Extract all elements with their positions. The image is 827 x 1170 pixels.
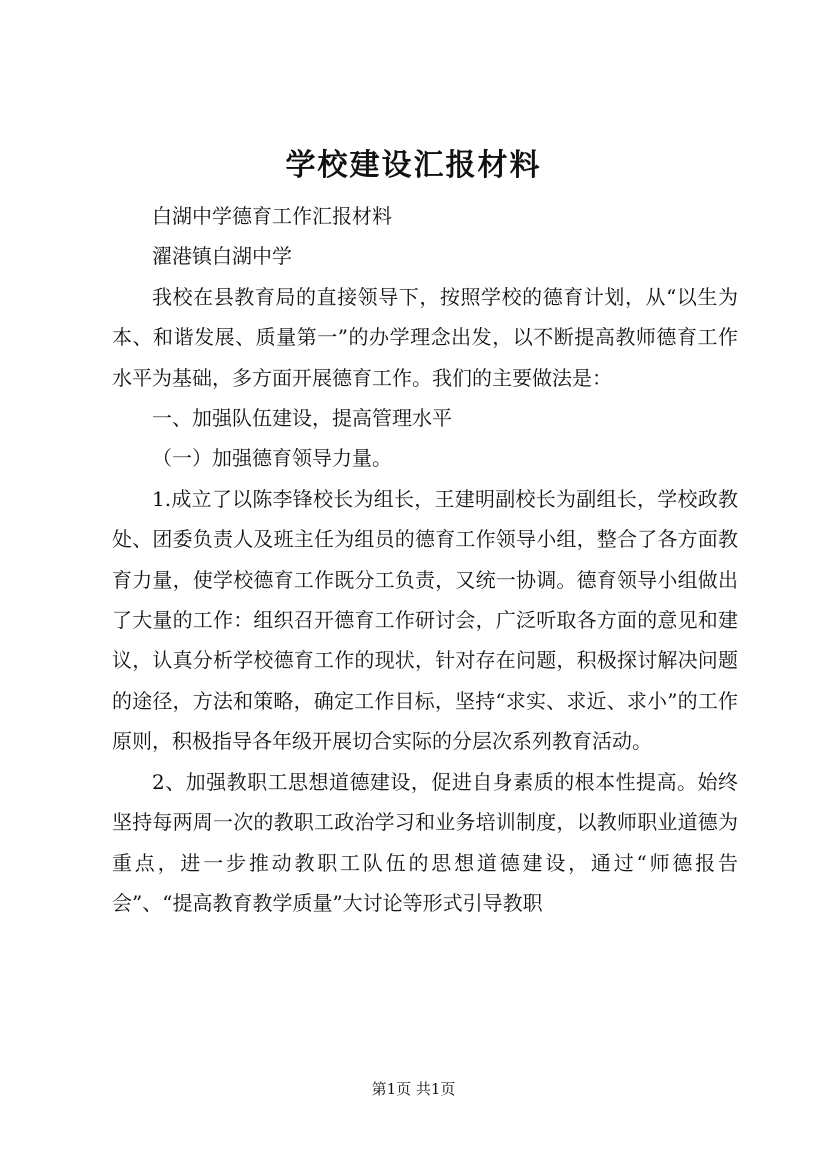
- author-line: 濯港镇白湖中学: [152, 244, 292, 269]
- document-body: [112, 196, 738, 923]
- body-paragraph: 我校在县教育局的直接领导下，按照学校的德育计划，从“以生为本、和谐发展、质量第一”的办学理念出发，以不断提高教师德育工作水平为基础，多方面开展德育工作。我们的主要做法是：: [112, 284, 738, 390]
- page-footer: 第1页 共1页: [371, 1080, 456, 1098]
- body-paragraph: 1.成立了以陈李锋校长为组长，王建明副校长为副组长，学校政教处、团委负责人及班主任为组员的德育工作领导小组，整合了各方面教育力量，使学校德育工作既分工负责，又统一协调。德育领导小组做出了大量的工作：组织召开德育工作研讨会，广泛听取各方面的意见和建议，认真分析学校德育工作的现状，针对存在问题，积极探讨解决问题的途径，方法和策略，确定工作目标，坚持“求实、求近、求小”的工作原则，积极指导各年级开展切合实际的分层次系列教育活动。: [112, 486, 738, 754]
- section-heading: 一、加强队伍建设，提高管理水平: [152, 406, 452, 431]
- document-title: 学校建设汇报材料: [285, 148, 542, 183]
- body-paragraph: 2、加强教职工思想道德建设，促进自身素质的根本性提高。始终坚持每两周一次的教职工政治学习和业务培训制度，以教师职业道德为重点，进一步推动教职工队伍的思想道德建设，通过“师德报告会”、“提高教育教学质量”大讨论等形式引导教职: [112, 769, 738, 915]
- subtitle-line: 白湖中学德育工作汇报材料: [152, 204, 392, 228]
- subsection-heading: （一）加强德育领导力量。: [152, 446, 392, 471]
